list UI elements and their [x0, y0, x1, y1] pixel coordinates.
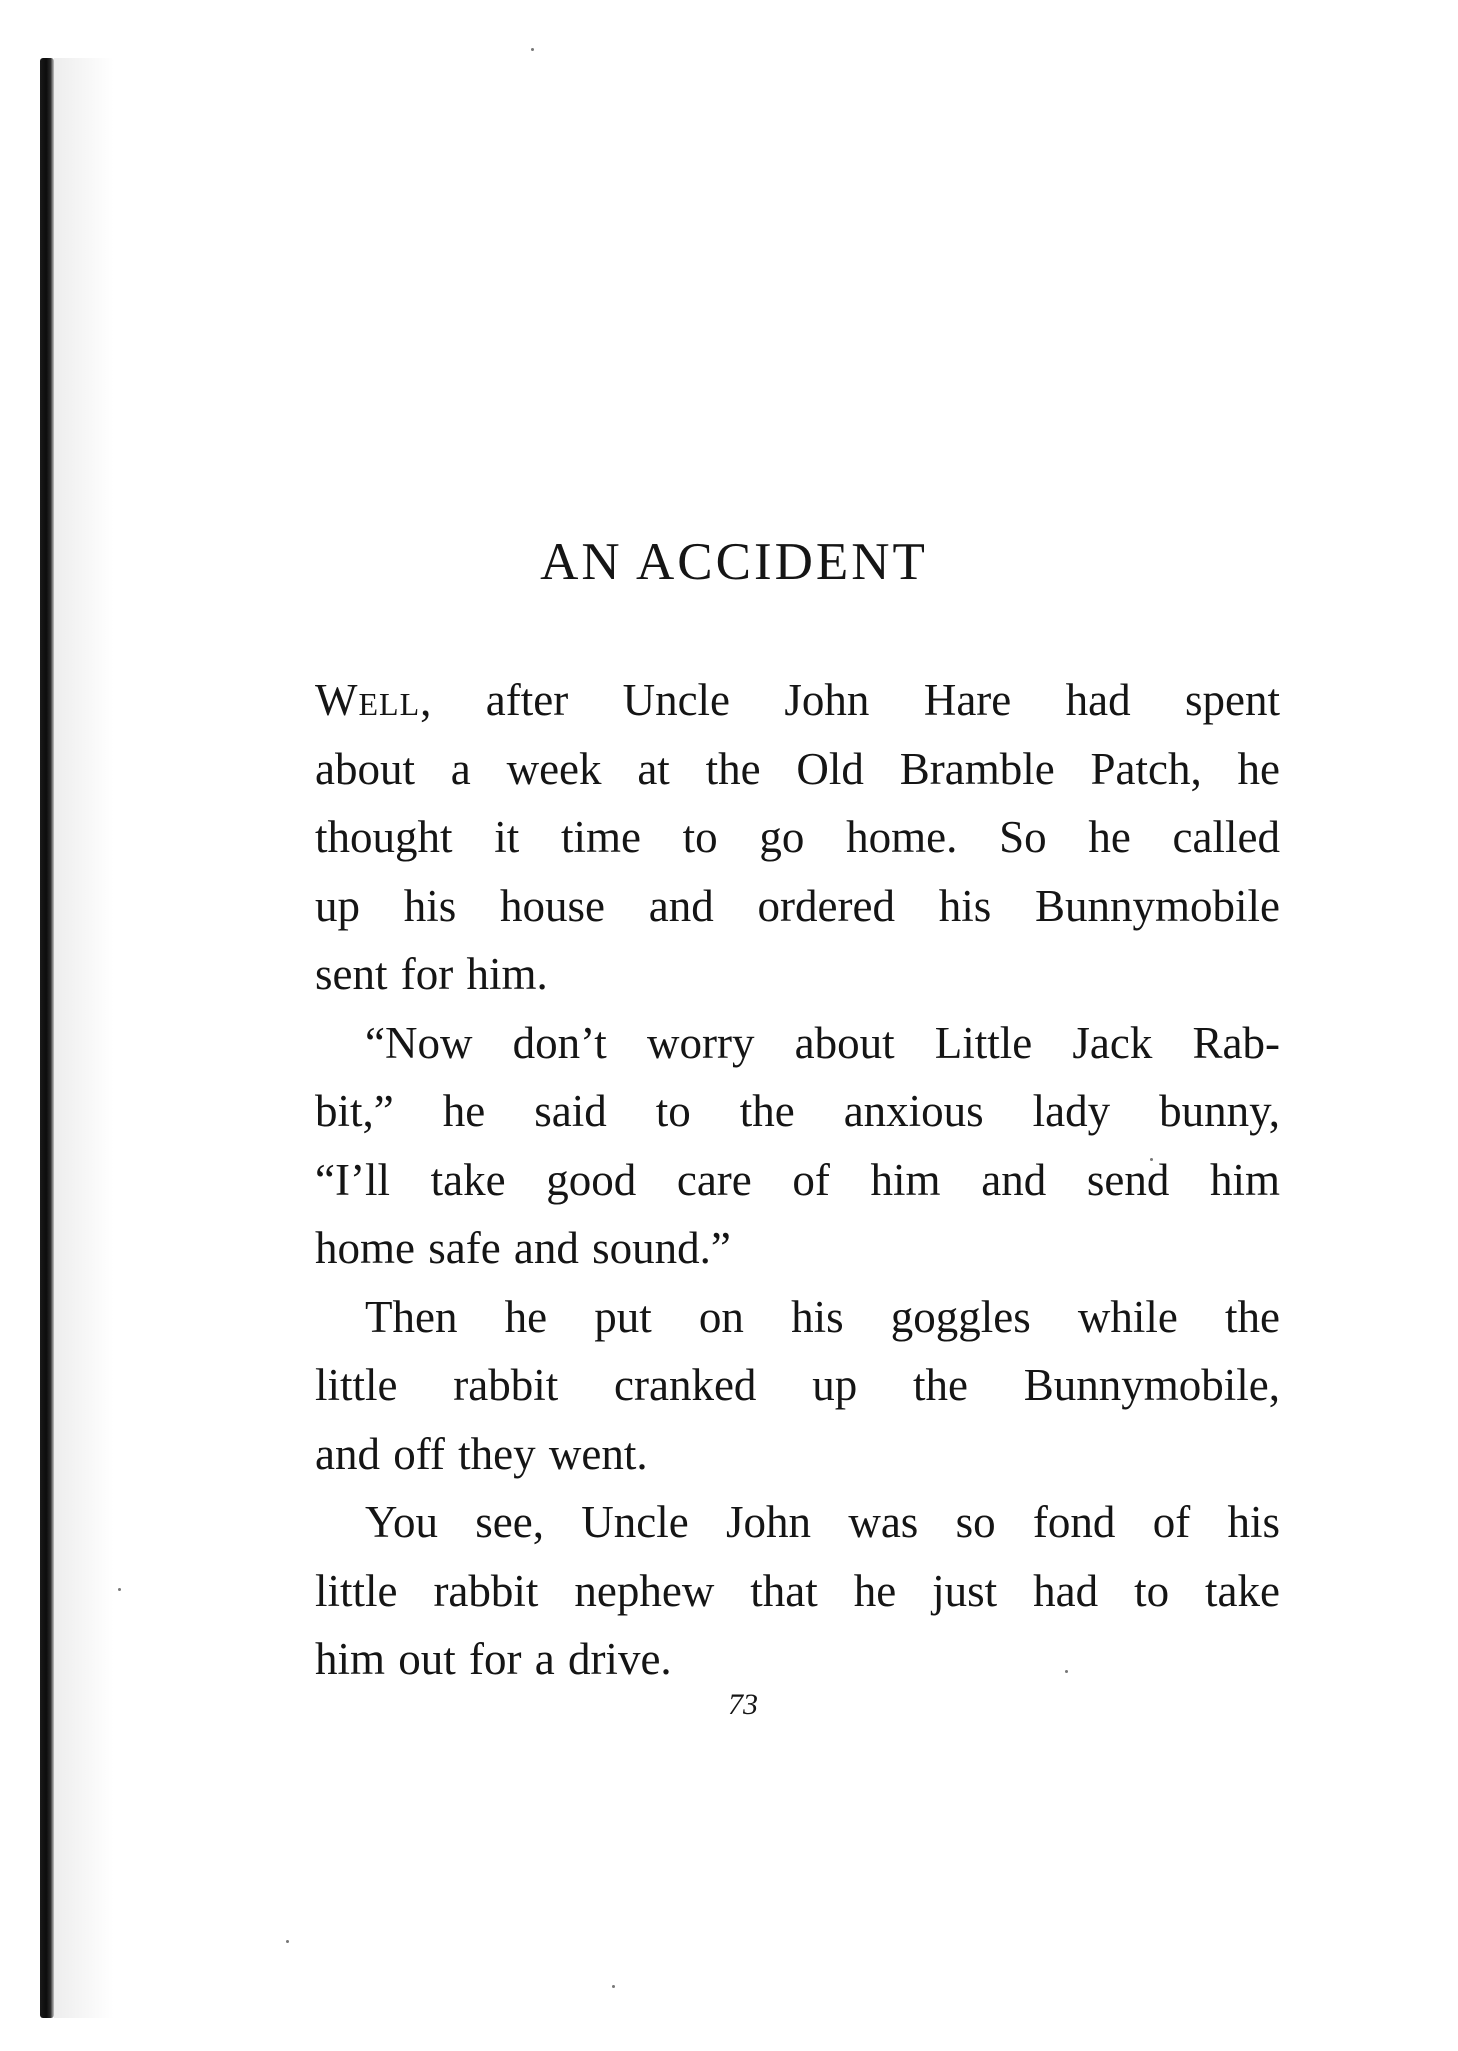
text-line: and off they went. — [315, 1428, 648, 1479]
page-number: 73 — [728, 1688, 758, 1721]
text-line: home safe and sound.” — [315, 1223, 731, 1273]
text-line: bit,” he said to the anxious lady bunny, — [315, 1086, 1280, 1136]
scan-speck — [612, 1985, 615, 1988]
text-line: Then he put on his goggles while the — [365, 1291, 1280, 1342]
scan-speck — [118, 1588, 121, 1591]
text-line: “I’ll take good care of him and send him — [315, 1154, 1280, 1205]
text-line: thought it time to go home. So he called — [315, 812, 1280, 862]
paragraph-3 — [315, 1283, 1280, 1489]
drop-word: Well — [315, 675, 421, 725]
text-line — [315, 666, 1280, 735]
paragraph-2 — [315, 1009, 1280, 1283]
text-line: You see, Uncle John was so fond of his — [365, 1497, 1280, 1547]
body-text — [315, 666, 1280, 1694]
text-line: sent for him. — [315, 949, 548, 999]
text-line-rest: , after Uncle John Hare had spent — [420, 675, 1280, 725]
paragraph-4 — [315, 1488, 1280, 1694]
scan-speck — [531, 48, 534, 51]
text-line: little rabbit cranked up the Bunnymobile, — [315, 1360, 1280, 1410]
page-binding-edge — [40, 58, 54, 2018]
text-line: little rabbit nephew that he just had to take — [315, 1565, 1280, 1616]
chapter-title: AN ACCIDENT — [540, 533, 928, 591]
text-line: about a week at the Old Bramble Patch, he — [315, 743, 1280, 794]
text-line: him out for a drive. — [315, 1634, 672, 1684]
paragraph-1 — [315, 666, 1280, 1009]
scan-speck — [286, 1940, 289, 1943]
text-line: “Now don’t worry about Little Jack Rab- — [365, 1017, 1280, 1068]
text-line: up his house and ordered his Bunnymobile — [315, 880, 1280, 931]
binding-shadow — [54, 58, 114, 2018]
